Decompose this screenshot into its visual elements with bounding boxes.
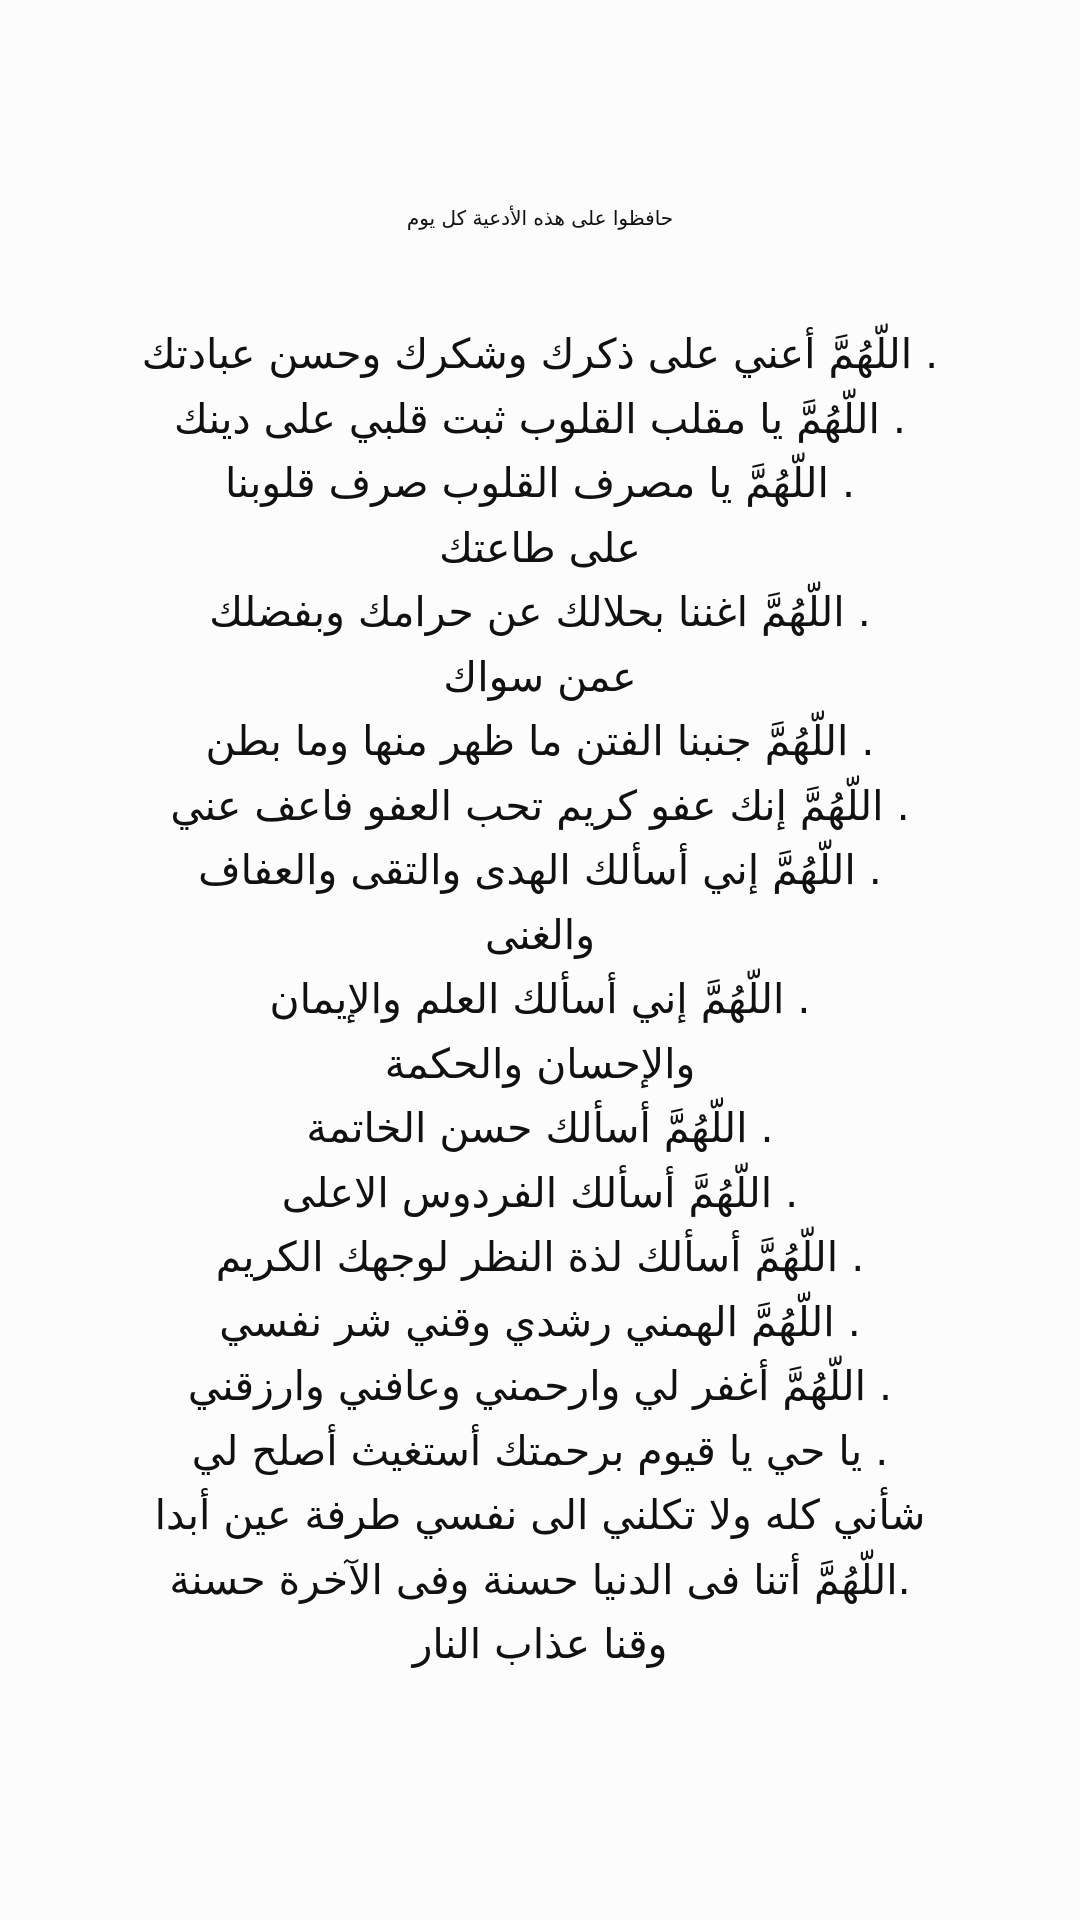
dua-line: . اللّهُمَّ جنبنا الفتن ما ظهر منها وما بطن bbox=[205, 717, 875, 765]
dua-line: . اللّهُمَّ أعني على ذكرك وشكرك وحسن عبادتك bbox=[141, 330, 939, 378]
dua-line-continuation: والغنى bbox=[484, 910, 595, 959]
dua-list bbox=[60, 322, 1020, 1677]
dua-line: . اللّهُمَّ إنك عفو كريم تحب العفو فاعف عني bbox=[170, 781, 910, 830]
dua-line: . اللّهُمَّ إني أسألك الهدى والتقى والعفاف bbox=[198, 846, 882, 894]
dua-line: . اللّهُمَّ الهمني رشدي وقني شر نفسي bbox=[219, 1297, 861, 1346]
dua-line: . اللّهُمَّ أغفر لي وارحمني وعافني وارزقني bbox=[187, 1362, 893, 1410]
dua-line: . اللّهُمَّ أسألك الفردوس الاعلى bbox=[281, 1168, 799, 1217]
dua-line-continuation: على طاعتك bbox=[439, 523, 641, 572]
dua-line: . يا حي يا قيوم برحمتك أستغيث أصلح لي bbox=[191, 1426, 889, 1475]
dua-line: . اللّهُمَّ إني أسألك العلم والإيمان bbox=[269, 975, 811, 1023]
page-title: حافظوا على هذه الأدعية كل يوم bbox=[406, 206, 674, 230]
dua-line-continuation: شأني كله ولا تكلني الى نفسي طرفة عين أبدا bbox=[154, 1491, 926, 1539]
dua-line: . اللّهُمَّ أسألك لذة النظر لوجهك الكريم bbox=[215, 1233, 865, 1281]
dua-line: .اللّهُمَّ أتنا فى الدنيا حسنة وفى الآخرة حسنة bbox=[169, 1555, 911, 1604]
dua-line: . اللّهُمَّ يا مصرف القلوب صرف قلوبنا bbox=[225, 459, 855, 507]
dua-line: . اللّهُمَّ اغننا بحلالك عن حرامك وبفضلك bbox=[209, 588, 871, 636]
dua-line-continuation: وقنا عذاب النار bbox=[412, 1620, 668, 1668]
dua-line-continuation: عمن سواك bbox=[443, 652, 637, 701]
dua-line: . اللّهُمَّ يا مقلب القلوب ثبت قلبي على دينك bbox=[174, 394, 906, 443]
dua-line: . اللّهُمَّ أسألك حسن الخاتمة bbox=[306, 1104, 774, 1152]
dua-line-continuation: والإحسان والحكمة bbox=[384, 1039, 696, 1088]
